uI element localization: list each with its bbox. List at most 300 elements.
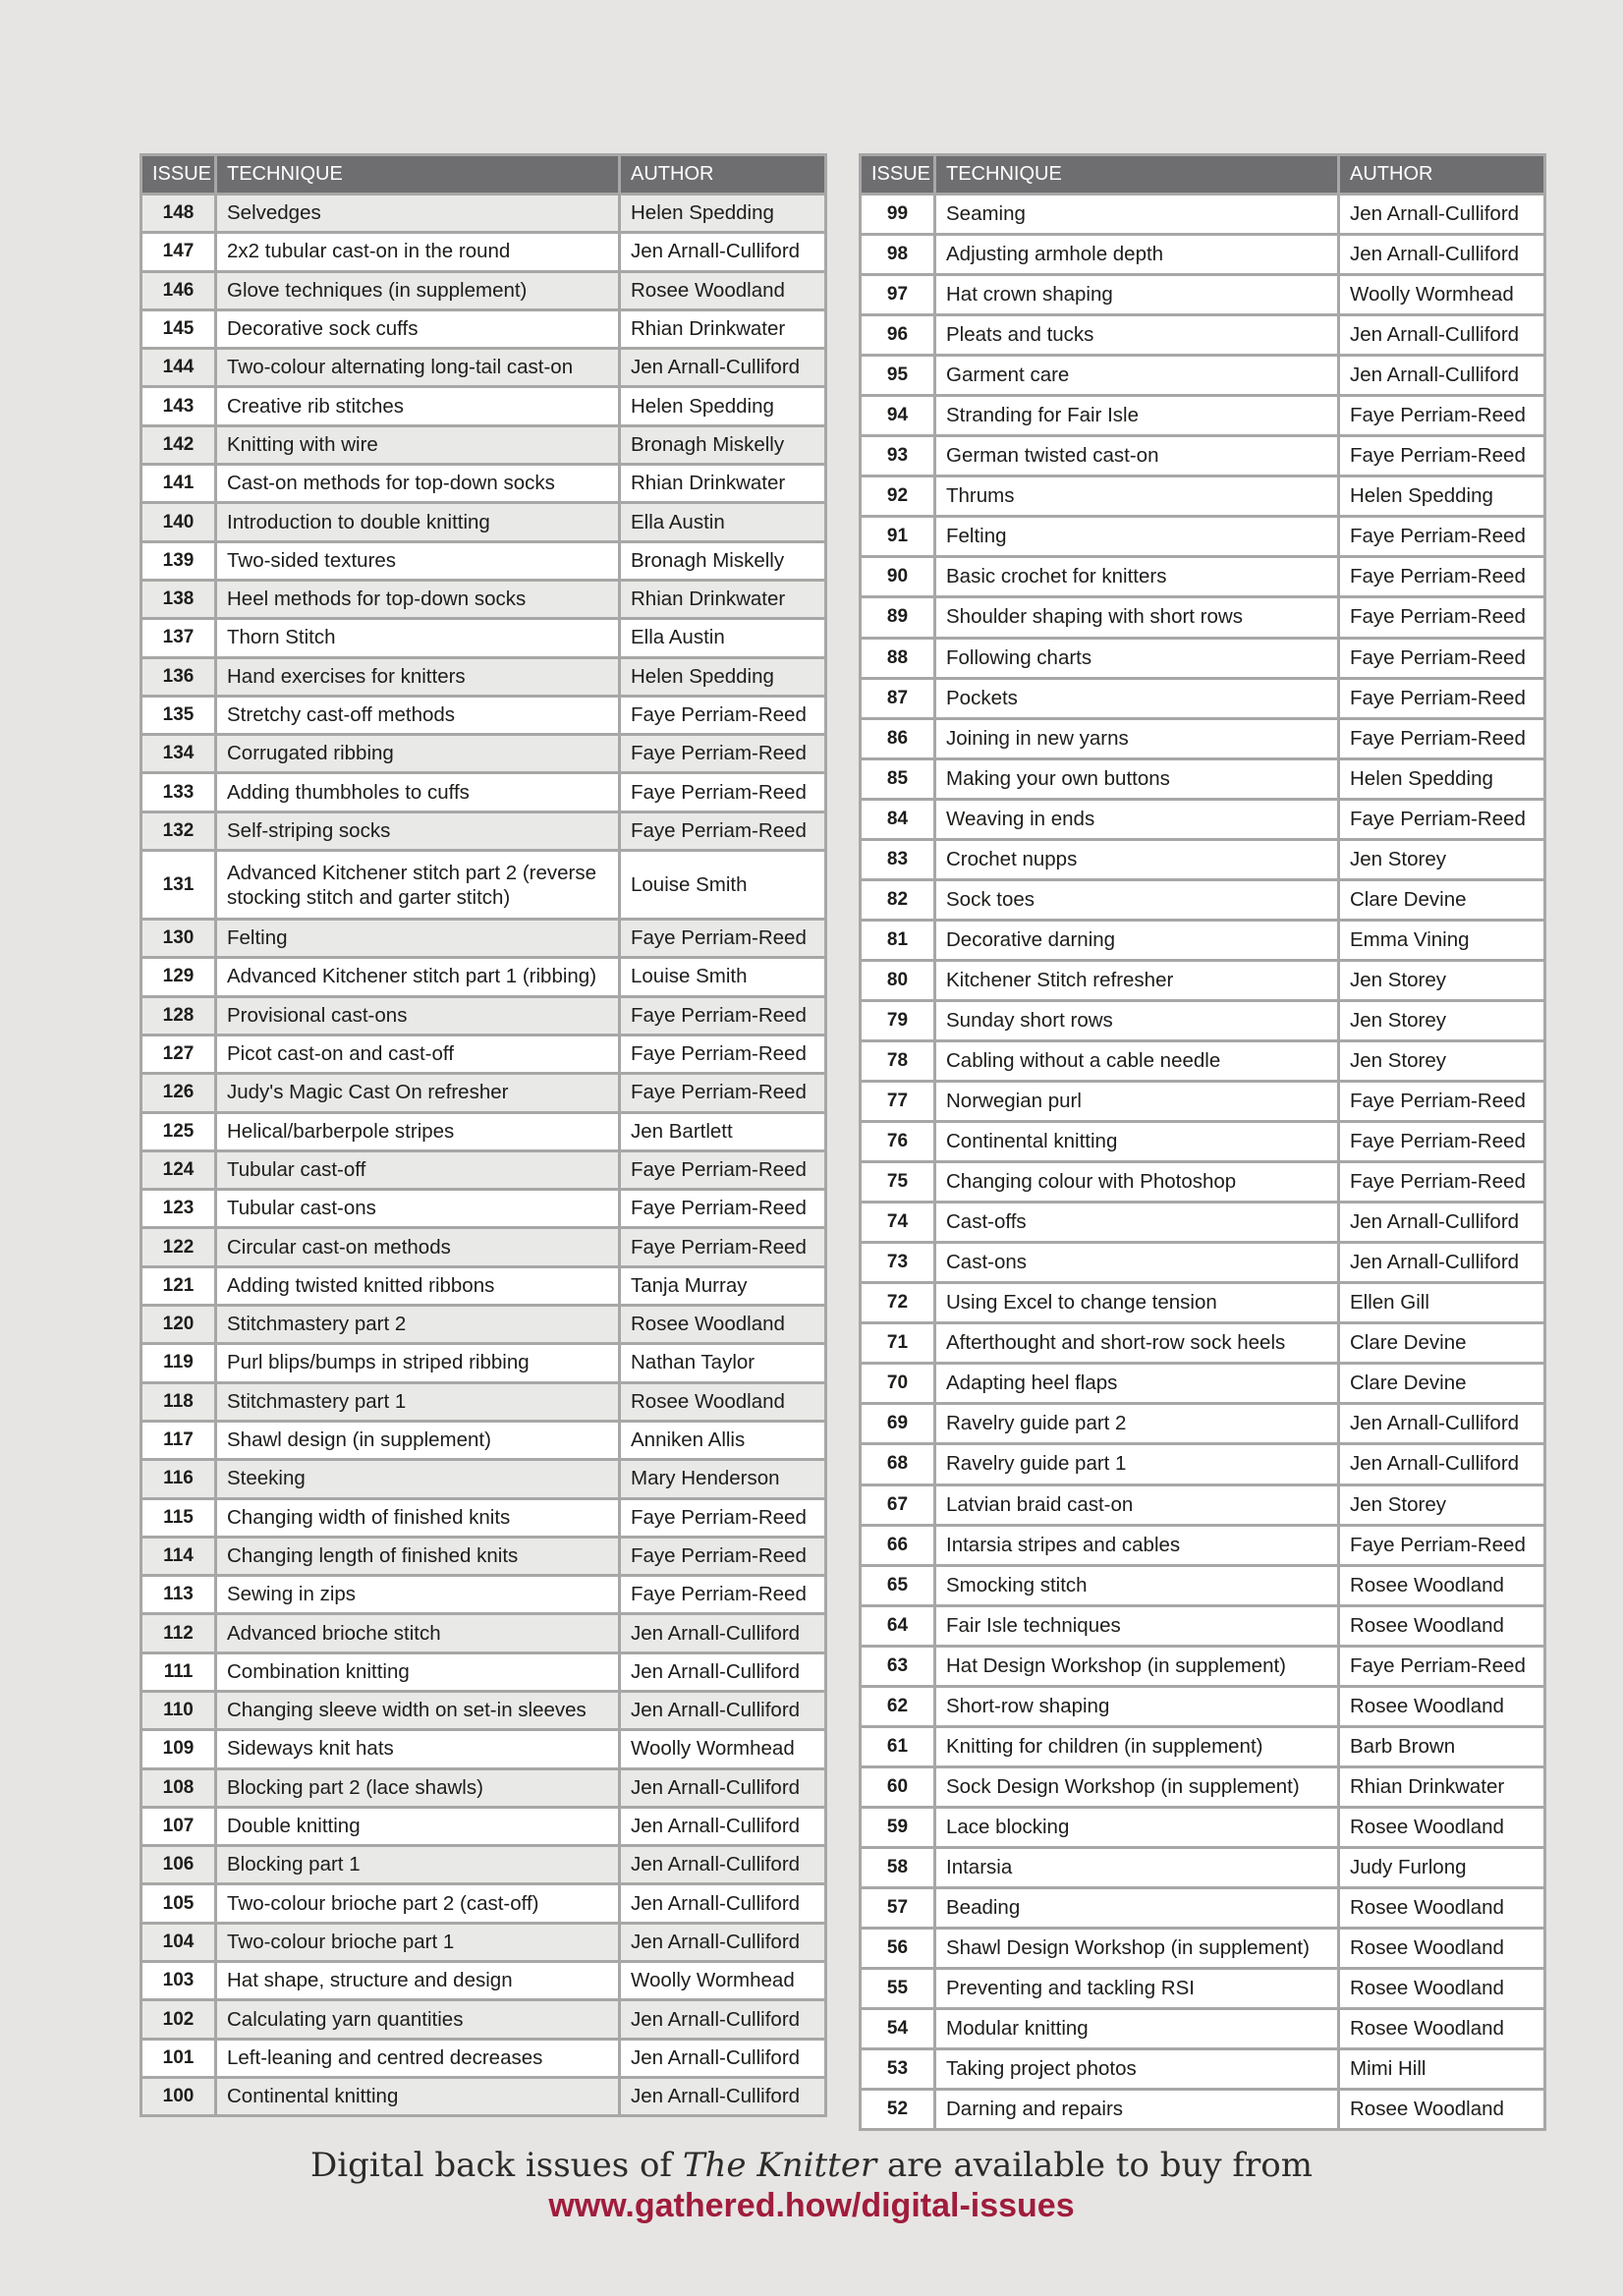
issue-cell: 119 [141, 1344, 216, 1382]
author-cell: Ellen Gill [1339, 1283, 1545, 1323]
author-cell: Rhian Drinkwater [620, 465, 826, 503]
author-cell: Louise Smith [620, 958, 826, 996]
technique-cell: Advanced Kitchener stitch part 2 (reverse stocking stitch and garter stitch) [216, 851, 620, 920]
issue-cell: 61 [861, 1726, 935, 1766]
table-row [141, 958, 826, 996]
issue-cell: 116 [141, 1460, 216, 1498]
issue-cell: 55 [861, 1969, 935, 2009]
issue-cell: 69 [861, 1404, 935, 1444]
author-cell: Jen Storey [1339, 839, 1545, 879]
technique-cell: Blocking part 1 [216, 1846, 620, 1884]
author-cell: Faye Perriam-Reed [620, 996, 826, 1035]
issue-cell: 136 [141, 657, 216, 696]
table-row [861, 718, 1545, 758]
author-cell: Faye Perriam-Reed [620, 1074, 826, 1112]
author-cell: Faye Perriam-Reed [1339, 1646, 1545, 1686]
issue-cell: 140 [141, 503, 216, 541]
table-row [861, 920, 1545, 960]
issue-column-header: ISSUE [861, 155, 935, 195]
technique-cell: Blocking part 2 (lace shawls) [216, 1768, 620, 1807]
author-cell: Faye Perriam-Reed [1339, 638, 1545, 678]
issue-cell: 98 [861, 235, 935, 275]
issue-cell: 103 [141, 1962, 216, 2000]
author-cell: Jen Arnall-Culliford [620, 1807, 826, 1845]
technique-cell: Felting [935, 517, 1339, 557]
table-row [861, 1162, 1545, 1203]
table-row [861, 396, 1545, 436]
technique-cell: Weaving in ends [935, 799, 1339, 839]
table-body-right [861, 195, 1545, 2130]
table-row [141, 233, 826, 271]
author-cell: Jen Arnall-Culliford [620, 2039, 826, 2077]
table-row [141, 503, 826, 541]
technique-cell: Following charts [935, 638, 1339, 678]
technique-cell: Tubular cast-ons [216, 1190, 620, 1228]
table-row [141, 195, 826, 233]
technique-cell: Corrugated ribbing [216, 735, 620, 773]
author-cell: Helen Spedding [1339, 758, 1545, 799]
issue-cell: 85 [861, 758, 935, 799]
magazine-title: The Knitter [682, 2146, 877, 2185]
table-row [861, 638, 1545, 678]
technique-cell: Sock Design Workshop (in supplement) [935, 1766, 1339, 1807]
technique-cell: Two-colour brioche part 1 [216, 1923, 620, 1961]
table-row [861, 1887, 1545, 1928]
technique-cell: Judy's Magic Cast On refresher [216, 1074, 620, 1112]
issue-cell: 129 [141, 958, 216, 996]
issue-cell: 109 [141, 1730, 216, 1768]
issue-column-header: ISSUE [141, 155, 216, 195]
author-cell: Faye Perriam-Reed [1339, 436, 1545, 476]
table-row [141, 619, 826, 657]
issue-cell: 125 [141, 1112, 216, 1150]
issue-cell: 95 [861, 356, 935, 396]
table-row [141, 773, 826, 812]
author-cell: Rhian Drinkwater [1339, 1766, 1545, 1807]
issue-cell: 91 [861, 517, 935, 557]
technique-cell: Adjusting armhole depth [935, 235, 1339, 275]
author-cell: Jen Arnall-Culliford [620, 1884, 826, 1923]
issue-cell: 123 [141, 1190, 216, 1228]
issue-cell: 99 [861, 195, 935, 235]
issue-cell: 80 [861, 960, 935, 1000]
issues-table-right [859, 153, 1546, 2131]
author-column-header: AUTHOR [620, 155, 826, 195]
table-row [141, 1112, 826, 1150]
technique-cell: Stitchmastery part 1 [216, 1382, 620, 1421]
issue-cell: 113 [141, 1576, 216, 1614]
author-cell: Barb Brown [1339, 1726, 1545, 1766]
author-cell: Jen Arnall-Culliford [1339, 356, 1545, 396]
technique-cell: Hand exercises for knitters [216, 657, 620, 696]
technique-cell: Combination knitting [216, 1652, 620, 1691]
issue-cell: 142 [141, 425, 216, 464]
author-cell: Rosee Woodland [1339, 1565, 1545, 1605]
author-cell: Faye Perriam-Reed [620, 735, 826, 773]
author-cell: Faye Perriam-Reed [620, 1228, 826, 1266]
table-row [861, 799, 1545, 839]
technique-cell: 2x2 tubular cast-on in the round [216, 233, 620, 271]
author-cell: Woolly Wormhead [620, 1962, 826, 2000]
table-row [861, 879, 1545, 920]
table-body-left [141, 195, 826, 2116]
table-row [141, 1306, 826, 1344]
table-row [861, 1323, 1545, 1364]
issue-cell: 126 [141, 1074, 216, 1112]
author-cell: Woolly Wormhead [620, 1730, 826, 1768]
technique-cell: Kitchener Stitch refresher [935, 960, 1339, 1000]
issue-cell: 64 [861, 1605, 935, 1646]
technique-cell: Two-sided textures [216, 541, 620, 580]
footer-text-after: are available to buy from [876, 2146, 1313, 2185]
technique-cell: Afterthought and short-row sock heels [935, 1323, 1339, 1364]
author-cell: Faye Perriam-Reed [1339, 799, 1545, 839]
author-cell: Faye Perriam-Reed [1339, 1122, 1545, 1162]
table-row [861, 1082, 1545, 1122]
table-row [861, 1565, 1545, 1605]
issue-cell: 66 [861, 1525, 935, 1565]
author-cell: Rosee Woodland [620, 1306, 826, 1344]
issue-cell: 82 [861, 879, 935, 920]
author-cell: Rosee Woodland [620, 271, 826, 309]
technique-cell: Picot cast-on and cast-off [216, 1035, 620, 1073]
table-row [861, 1203, 1545, 1243]
table-row [141, 1730, 826, 1768]
table-row [861, 1444, 1545, 1484]
issue-cell: 53 [861, 2049, 935, 2090]
author-cell: Helen Spedding [1339, 476, 1545, 517]
technique-cell: Adding twisted knitted ribbons [216, 1266, 620, 1305]
footer-note [0, 2146, 1623, 2225]
table-row [141, 996, 826, 1035]
table-row [141, 1768, 826, 1807]
author-cell: Rosee Woodland [1339, 1605, 1545, 1646]
issue-cell: 131 [141, 851, 216, 920]
author-cell: Faye Perriam-Reed [620, 920, 826, 958]
issue-cell: 138 [141, 580, 216, 618]
technique-cell: Thrums [935, 476, 1339, 517]
technique-cell: Modular knitting [935, 2009, 1339, 2049]
issue-cell: 106 [141, 1846, 216, 1884]
issue-cell: 77 [861, 1082, 935, 1122]
issue-cell: 79 [861, 1000, 935, 1040]
table-row [861, 557, 1545, 597]
issue-cell: 124 [141, 1150, 216, 1189]
issue-cell: 96 [861, 315, 935, 356]
author-cell: Helen Spedding [620, 195, 826, 233]
author-cell: Emma Vining [1339, 920, 1545, 960]
issues-table-left [140, 153, 827, 2117]
author-cell: Faye Perriam-Reed [1339, 1525, 1545, 1565]
issue-cell: 68 [861, 1444, 935, 1484]
author-cell: Nathan Taylor [620, 1344, 826, 1382]
table-header-row [861, 155, 1545, 195]
table-row [141, 2039, 826, 2077]
technique-cell: Advanced brioche stitch [216, 1614, 620, 1652]
issue-cell: 143 [141, 387, 216, 425]
author-cell: Faye Perriam-Reed [1339, 678, 1545, 718]
table-row [861, 597, 1545, 638]
technique-cell: Taking project photos [935, 2049, 1339, 2090]
author-cell: Faye Perriam-Reed [620, 1498, 826, 1537]
technique-cell: Pockets [935, 678, 1339, 718]
technique-cell: Hat Design Workshop (in supplement) [935, 1646, 1339, 1686]
digital-issues-link[interactable]: www.gathered.how/digital-issues [548, 2187, 1075, 2224]
issue-cell: 146 [141, 271, 216, 309]
issue-cell: 130 [141, 920, 216, 958]
table-row [861, 275, 1545, 315]
technique-cell: Decorative darning [935, 920, 1339, 960]
table-row [141, 349, 826, 387]
technique-cell: Cast-ons [935, 1243, 1339, 1283]
table-row [141, 425, 826, 464]
author-cell: Faye Perriam-Reed [1339, 1082, 1545, 1122]
table-row [141, 1344, 826, 1382]
issue-cell: 88 [861, 638, 935, 678]
technique-cell: Latvian braid cast-on [935, 1484, 1339, 1525]
issue-cell: 65 [861, 1565, 935, 1605]
technique-cell: Decorative sock cuffs [216, 309, 620, 348]
issue-cell: 133 [141, 773, 216, 812]
technique-cell: Cast-on methods for top-down socks [216, 465, 620, 503]
author-cell: Jen Arnall-Culliford [620, 349, 826, 387]
author-cell: Helen Spedding [620, 387, 826, 425]
table-row [861, 235, 1545, 275]
technique-cell: Lace blocking [935, 1807, 1339, 1847]
table-row [861, 678, 1545, 718]
technique-cell: Self-striping socks [216, 812, 620, 850]
issue-cell: 121 [141, 1266, 216, 1305]
author-cell: Faye Perriam-Reed [620, 1576, 826, 1614]
author-cell: Jen Arnall-Culliford [620, 1652, 826, 1691]
author-cell: Faye Perriam-Reed [1339, 517, 1545, 557]
author-cell: Faye Perriam-Reed [1339, 557, 1545, 597]
technique-cell: Helical/barberpole stripes [216, 1112, 620, 1150]
issue-cell: 145 [141, 309, 216, 348]
issue-cell: 107 [141, 1807, 216, 1845]
technique-cell: Heel methods for top-down socks [216, 580, 620, 618]
author-cell: Jen Arnall-Culliford [620, 233, 826, 271]
technique-cell: Changing width of finished knits [216, 1498, 620, 1537]
technique-cell: Knitting for children (in supplement) [935, 1726, 1339, 1766]
issue-cell: 117 [141, 1421, 216, 1459]
issue-cell: 75 [861, 1162, 935, 1203]
technique-cell: Creative rib stitches [216, 387, 620, 425]
author-cell: Rosee Woodland [620, 1382, 826, 1421]
technique-cell: Adding thumbholes to cuffs [216, 773, 620, 812]
issue-cell: 90 [861, 557, 935, 597]
issue-cell: 86 [861, 718, 935, 758]
author-cell: Clare Devine [1339, 879, 1545, 920]
issue-cell: 76 [861, 1122, 935, 1162]
table-row [861, 1847, 1545, 1887]
issue-cell: 118 [141, 1382, 216, 1421]
author-cell: Mimi Hill [1339, 2049, 1545, 2090]
table-row [141, 696, 826, 734]
author-cell: Jen Storey [1339, 960, 1545, 1000]
technique-cell: Changing colour with Photoshop [935, 1162, 1339, 1203]
author-cell: Jen Arnall-Culliford [620, 1846, 826, 1884]
technique-cell: Steeking [216, 1460, 620, 1498]
technique-cell: Ravelry guide part 1 [935, 1444, 1339, 1484]
technique-cell: Adapting heel flaps [935, 1364, 1339, 1404]
issue-cell: 148 [141, 195, 216, 233]
issue-cell: 100 [141, 2077, 216, 2115]
table-row [141, 1035, 826, 1073]
technique-cell: Fair Isle techniques [935, 1605, 1339, 1646]
author-cell: Faye Perriam-Reed [620, 696, 826, 734]
technique-cell: Stitchmastery part 2 [216, 1306, 620, 1344]
issue-cell: 92 [861, 476, 935, 517]
technique-cell: Changing length of finished knits [216, 1537, 620, 1575]
table-row [141, 271, 826, 309]
technique-cell: Crochet nupps [935, 839, 1339, 879]
author-cell: Faye Perriam-Reed [1339, 1162, 1545, 1203]
technique-cell: Stretchy cast-off methods [216, 696, 620, 734]
technique-cell: Ravelry guide part 2 [935, 1404, 1339, 1444]
issue-cell: 104 [141, 1923, 216, 1961]
issue-cell: 81 [861, 920, 935, 960]
table-row [141, 1150, 826, 1189]
author-cell: Faye Perriam-Reed [620, 812, 826, 850]
author-cell: Jen Arnall-Culliford [1339, 1404, 1545, 1444]
issue-cell: 97 [861, 275, 935, 315]
author-cell: Mary Henderson [620, 1460, 826, 1498]
author-cell: Anniken Allis [620, 1421, 826, 1459]
issue-cell: 59 [861, 1807, 935, 1847]
author-cell: Jen Arnall-Culliford [1339, 195, 1545, 235]
right-table-panel [859, 153, 1546, 2131]
author-cell: Jen Arnall-Culliford [620, 2077, 826, 2115]
technique-cell: Making your own buttons [935, 758, 1339, 799]
table-row [141, 1498, 826, 1537]
author-cell: Faye Perriam-Reed [620, 1150, 826, 1189]
issue-cell: 52 [861, 2090, 935, 2130]
table-row [861, 758, 1545, 799]
technique-cell: Cabling without a cable needle [935, 1040, 1339, 1081]
table-row [141, 1807, 826, 1845]
author-cell: Rosee Woodland [1339, 1686, 1545, 1726]
table-row [861, 476, 1545, 517]
issue-cell: 74 [861, 1203, 935, 1243]
author-cell: Faye Perriam-Reed [620, 1190, 826, 1228]
table-row [861, 1726, 1545, 1766]
issue-cell: 60 [861, 1766, 935, 1807]
table-row [141, 1652, 826, 1691]
technique-cell: Intarsia stripes and cables [935, 1525, 1339, 1565]
table-row [861, 1000, 1545, 1040]
technique-cell: Norwegian purl [935, 1082, 1339, 1122]
author-cell: Rosee Woodland [1339, 2090, 1545, 2130]
footer-text [0, 2146, 1623, 2185]
technique-cell: Two-colour brioche part 2 (cast-off) [216, 1884, 620, 1923]
technique-cell: Smocking stitch [935, 1565, 1339, 1605]
technique-cell: Cast-offs [935, 1203, 1339, 1243]
table-row [141, 465, 826, 503]
author-cell: Rhian Drinkwater [620, 580, 826, 618]
author-cell: Bronagh Miskelly [620, 541, 826, 580]
table-row [141, 1228, 826, 1266]
table-row [141, 1190, 826, 1228]
table-row [141, 657, 826, 696]
technique-cell: Hat crown shaping [935, 275, 1339, 315]
author-cell: Jen Arnall-Culliford [620, 1923, 826, 1961]
author-cell: Jen Storey [1339, 1484, 1545, 1525]
author-cell: Louise Smith [620, 851, 826, 920]
technique-cell: Thorn Stitch [216, 619, 620, 657]
table-row [861, 1929, 1545, 1969]
issue-cell: 87 [861, 678, 935, 718]
table-row [141, 1460, 826, 1498]
table-row [141, 1537, 826, 1575]
technique-cell: Joining in new yarns [935, 718, 1339, 758]
issue-cell: 54 [861, 2009, 935, 2049]
author-cell: Jen Storey [1339, 1000, 1545, 1040]
technique-cell: German twisted cast-on [935, 436, 1339, 476]
technique-cell: Glove techniques (in supplement) [216, 271, 620, 309]
issue-cell: 110 [141, 1691, 216, 1729]
table-row [861, 436, 1545, 476]
issue-cell: 112 [141, 1614, 216, 1652]
technique-cell: Selvedges [216, 195, 620, 233]
table-row [861, 2090, 1545, 2130]
technique-cell: Felting [216, 920, 620, 958]
technique-cell: Introduction to double knitting [216, 503, 620, 541]
table-row [141, 1421, 826, 1459]
issue-cell: 93 [861, 436, 935, 476]
issue-cell: 67 [861, 1484, 935, 1525]
author-cell: Jen Storey [1339, 1040, 1545, 1081]
technique-cell: Basic crochet for knitters [935, 557, 1339, 597]
table-row [861, 1283, 1545, 1323]
table-row [861, 1807, 1545, 1847]
table-row [141, 1846, 826, 1884]
issue-cell: 147 [141, 233, 216, 271]
table-row [861, 1040, 1545, 1081]
technique-cell: Intarsia [935, 1847, 1339, 1887]
author-cell: Faye Perriam-Reed [620, 1537, 826, 1575]
technique-cell: Short-row shaping [935, 1686, 1339, 1726]
author-cell: Rosee Woodland [1339, 2009, 1545, 2049]
table-row [141, 1074, 826, 1112]
issue-cell: 78 [861, 1040, 935, 1081]
table-row [141, 309, 826, 348]
issue-cell: 58 [861, 1847, 935, 1887]
technique-cell: Preventing and tackling RSI [935, 1969, 1339, 2009]
issue-cell: 115 [141, 1498, 216, 1537]
issue-cell: 114 [141, 1537, 216, 1575]
technique-cell: Continental knitting [216, 2077, 620, 2115]
issue-cell: 139 [141, 541, 216, 580]
table-row [141, 1962, 826, 2000]
technique-cell: Changing sleeve width on set-in sleeves [216, 1691, 620, 1729]
table-row [141, 735, 826, 773]
table-row [861, 960, 1545, 1000]
table-row [861, 839, 1545, 879]
author-cell: Jen Arnall-Culliford [1339, 1203, 1545, 1243]
issue-cell: 144 [141, 349, 216, 387]
issue-cell: 62 [861, 1686, 935, 1726]
table-row [141, 541, 826, 580]
technique-cell: Beading [935, 1887, 1339, 1928]
table-row [861, 1404, 1545, 1444]
technique-cell: Circular cast-on methods [216, 1228, 620, 1266]
technique-cell: Purl blips/bumps in striped ribbing [216, 1344, 620, 1382]
table-row [141, 1382, 826, 1421]
table-row [861, 1969, 1545, 2009]
issue-cell: 84 [861, 799, 935, 839]
issue-cell: 137 [141, 619, 216, 657]
